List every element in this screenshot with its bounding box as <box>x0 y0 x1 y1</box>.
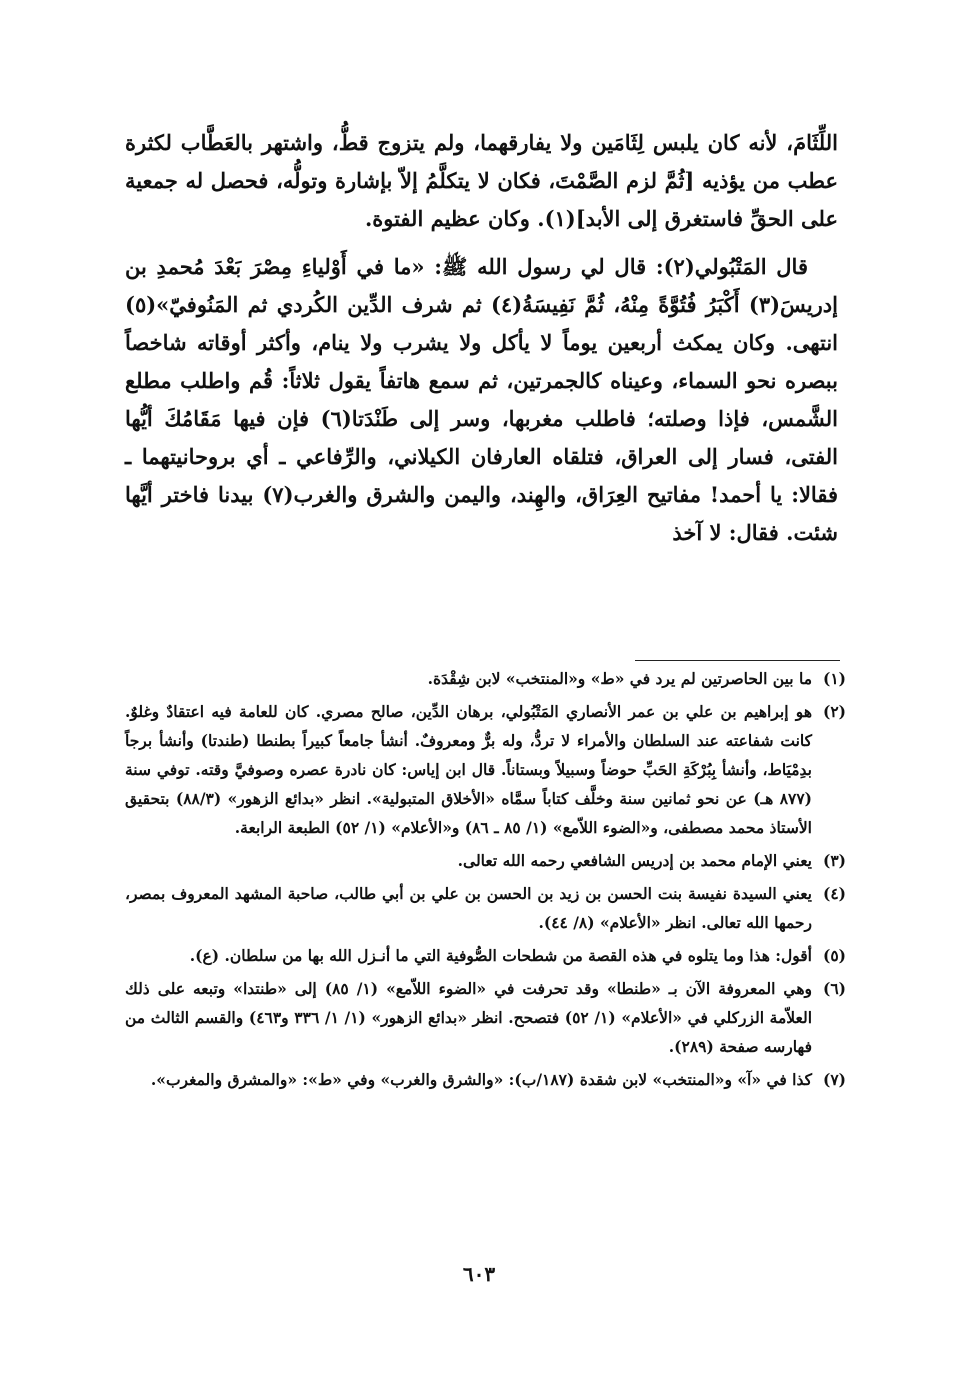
footnote-text: وهي المعروفة الآن بـ «طنطا» وقد تحرفت في «الضوء اللاّمع» (١/ ٨٥) إلى «طنتدا» وتبعه على ذلك العلاّمة الزركلي في «الأعلام» (١/ ٥٢) فتصحح. انظر «بدائع الزهور» (١/ ١/ ٣٣٦ و٤٦٣) والقسم الثالث من فهارسه صفحة (٢٨٩). <box>125 979 813 1056</box>
footnote-number: (٤) <box>822 884 846 903</box>
footnotes <box>125 664 846 1098</box>
footnote-number: (٢) <box>822 702 846 721</box>
footnote-2 <box>125 697 846 842</box>
footnote-text: ما بين الحاصرتين لم يرد في «ط» و«المنتخب» لابن شِقْدَة. <box>427 669 812 688</box>
footnote-number: (٦) <box>822 979 846 998</box>
footnote-number: (٣) <box>822 851 846 870</box>
body-paragraph-1: اللِّثَامَ، لأنه كان يلبس لِثَامَين ولا يفارقهما، ولم يتزوج قطُّ، واشتهر بالعَطَّاب لكثرة عطب من يؤذيه [ثُمَّ لزم الصَّمْتَ، فكان لا يتكلَّمُ إلاّ بإشارة وتولُّه، فحصل له جمعية على الحقِّ فاستغرق إلى الأبد](١). وكان عظيم الفتوة. <box>125 130 838 231</box>
footnote-1 <box>125 664 846 693</box>
footnote-3 <box>125 846 846 875</box>
footnote-text: أقول: هذا وما يتلوه في هذه القصة من شطحات الصُّوفية التي ما أنـزل الله بها من سلطان. (ع). <box>189 946 812 965</box>
footnote-text: هو إبراهيم بن علي بن عمر الأنصاري المَتْبُولي، برهان الدِّين، صالح مصري. كان للعامة فيه اعتقادٌ وغلوٌ. كانت شفاعته عند السلطان والأمراء لا تردُّ، وله برٌّ ومعروفٌ. أنشأ جامعاً كبيراً بطنطا (طندتا) وأنشأ برجاً بدِمْيَاط، وأنشأ بِبُرْكَةِ الحَبِّ حوضاً وسبيلاً وبستاناً. قال ابن إياس: كان نادرة عصره وصوفيَّ وقته. توفي سنة (٨٧٧ هـ) عن نحو ثمانين سنة وخلَّف كتاباً سمَّاه «الأخلاق المتبولية». انظر «بدائع الزهور» (٨٨/٣) بتحقيق الأستاذ محمد مصطفى، و«الضوء اللاّمع» (١/ ٨٥ ـ ٨٦) و«الأعلام» (١/ ٥٢) الطبعة الرابعة. <box>125 702 813 837</box>
footnote-separator <box>635 660 840 661</box>
footnote-text: يعني السيدة نفيسة بنت الحسن بن زيد بن الحسن بن علي بن أبي طالب، صاحبة المشهد المعروف بمصر، رحمها الله تعالى. انظر «الأعلام» (٨/ ٤٤). <box>125 884 812 932</box>
footnote-4 <box>125 879 846 937</box>
main-text <box>125 124 838 552</box>
footnote-7 <box>125 1065 846 1094</box>
footnote-text: كذا في «آ» و«المنتخب» لابن شقدة (١٨٧/ب): «والشرق والغرب» وفي «ط»: «والمشرق والمغرب». <box>150 1070 812 1089</box>
footnote-number: (٧) <box>822 1070 846 1089</box>
page-number: ٦٠٣ <box>462 1262 496 1286</box>
footnote-6 <box>125 974 846 1061</box>
footnote-text: يعني الإمام محمد بن إدريس الشافعي رحمه الله تعالى. <box>457 851 812 870</box>
footnote-number: (٥) <box>822 946 846 965</box>
footnote-number: (١) <box>822 669 846 688</box>
footnote-5 <box>125 941 846 970</box>
body-paragraph-2: قال المَتْبُولي(٢): قال لي رسول الله ﷺ: «ما في أَوْلياءِ مِصْرَ بَعْدَ مُحمدِ بن إدريسَ(٣) أَكْبَرُ فُتُوَّةً مِنْهُ، ثُمَّ نَفِيسَةُ(٤) ثم شرف الدِّين الكُردي ثم المَنُوفيّ»(٥) انتهى. وكان يمكث أربعين يوماً لا يأكل ولا يشرب ولا ينام، وأكثر أوقاته شاخصاً ببصره نحو السماء، وعيناه كالجمرتين، ثم سمع هاتفاً يقول ثلاثاً: قُم واطلب مطلع الشَّمس، فإذا وصلته؛ فاطلب مغربها، وسر إلى طَنْدَتا(٦) فإن فيها مَقَامُكَ أيُّها الفتى، فسار إلى العراق، فتلقاه العارفان الكيلاني، والرِّفاعي ـ أي بروحانيتهما ـ فقالا: يا أحمد! مفاتيح العِرَاق، والهِند، واليمن والشرق والغرب(٧) بيدنا فاختر أيَّها شئت. فقال: لا آخذ <box>125 254 839 545</box>
